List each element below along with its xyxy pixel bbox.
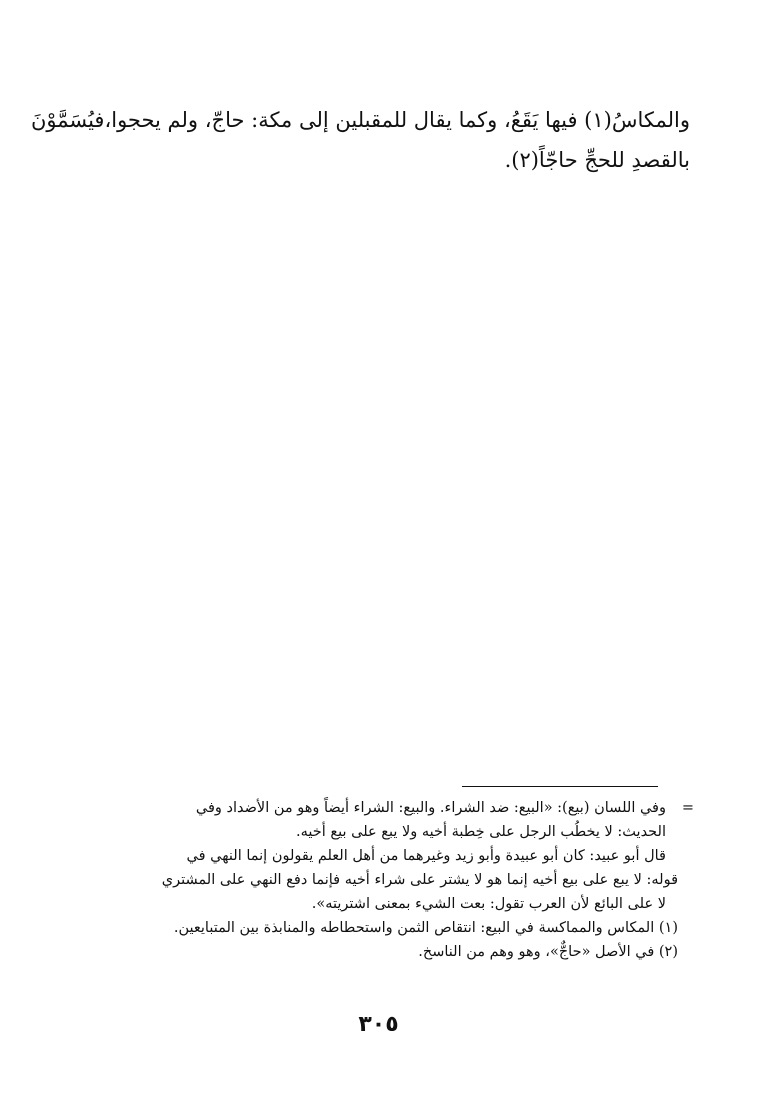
main-text-line-2: بالقصدِ للحجِّ حاجّاً(٢).	[504, 148, 690, 172]
main-text-line-1: والمكاسُ(١) فيها يَقَعُ، وكما يقال للمقبلين إلى مكة: حاجّ، ولم يحجوا،فيُسَمَّوْنَ	[30, 108, 690, 132]
main-text	[30, 100, 690, 180]
footnote-2: (٢) في الأصل «حاجٌّ»، وهو وهم من الناسخ.	[418, 944, 678, 960]
abu-ubaid-line-1: قال أبو عبيد: كان أبو عبيدة وأبو زيد وغيرهما من أهل العلم يقولون إنما النهي في	[186, 848, 666, 864]
continuation-marker: =	[681, 800, 694, 816]
footnotes	[82, 796, 694, 964]
page-number: ٣٠٥	[358, 1012, 399, 1037]
abu-ubaid-line-2: قوله: لا يبع على بيع أخيه إنما هو لا يشتر على شراء أخيه فإنما دفع النهي على المشتري	[161, 872, 678, 888]
abu-ubaid-line-3: لا على البائع لأن العرب تقول: بعت الشيء بمعنى اشتريته».	[311, 896, 666, 912]
footnote-1: (١) المكاس والمماكسة في البيع: انتقاص الثمن واستحطاطه والمنابذة بين المتبايعين.	[173, 920, 678, 936]
continuation-text-1: وفي اللسان (بيع): «البيع: ضد الشراء. والبيع: الشراء أيضاً وهو من الأضداد وفي	[195, 800, 666, 816]
footnote-separator	[462, 786, 658, 787]
footnote-continuation-line-1	[82, 796, 694, 820]
footnote-continuation-line-2: الحديث: لا يخطُب الرجل على خِطبة أخيه ولا يبع على بيع أخيه.	[296, 824, 666, 840]
